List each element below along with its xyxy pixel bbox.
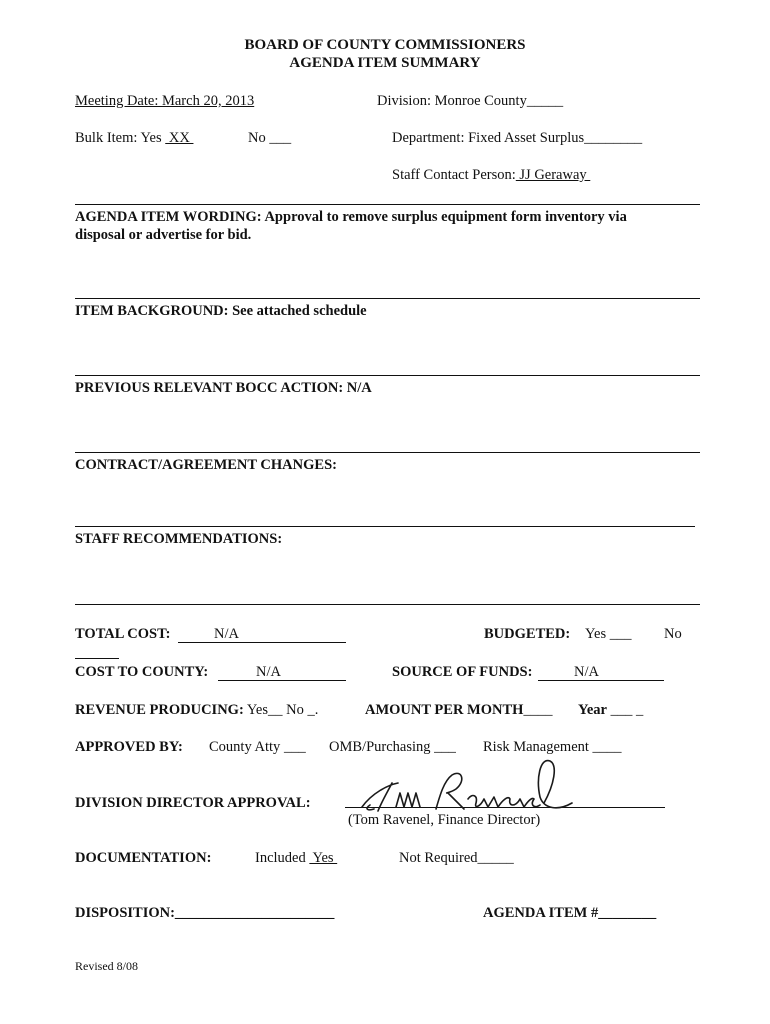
division-blank: _____ bbox=[526, 93, 564, 109]
approved-risk-management bbox=[483, 739, 622, 756]
agenda-item-wording-line2: disposal or advertise for bid. bbox=[75, 227, 252, 243]
county-atty-blank: ___ bbox=[283, 739, 306, 755]
source-of-funds-value: N/A bbox=[574, 664, 599, 680]
source-of-funds-line bbox=[538, 664, 664, 681]
item-background: ITEM BACKGROUND: See attached schedule bbox=[75, 303, 367, 319]
bulk-item-field bbox=[75, 130, 193, 147]
county-atty-label: County Atty bbox=[209, 739, 281, 755]
bulk-item-label: Bulk Item: Yes bbox=[75, 130, 162, 146]
approved-county-atty bbox=[209, 739, 306, 756]
cost-to-county-value: N/A bbox=[256, 664, 281, 680]
risk-management-blank: ____ bbox=[592, 739, 622, 755]
amount-per-month-label: AMOUNT PER MONTH bbox=[365, 702, 524, 718]
bulk-item-no bbox=[248, 130, 291, 147]
budgeted-yes-blank: ___ bbox=[609, 626, 632, 642]
contract-agreement-changes: CONTRACT/AGREEMENT CHANGES: bbox=[75, 457, 337, 473]
revenue-producing-label: REVENUE PRODUCING: bbox=[75, 702, 244, 718]
previous-relevant-action: PREVIOUS RELEVANT BOCC ACTION: N/A bbox=[75, 380, 372, 396]
divider bbox=[75, 658, 119, 659]
agenda-item-number-label: AGENDA ITEM # bbox=[483, 905, 599, 921]
year-blank: ___ _ bbox=[610, 702, 644, 718]
revenue-producing-field bbox=[75, 702, 318, 719]
risk-management-label: Risk Management bbox=[483, 739, 589, 755]
disposition-blank: ______________________ bbox=[174, 905, 335, 921]
approved-omb bbox=[329, 739, 456, 756]
not-required-label: Not Required bbox=[399, 850, 478, 866]
staff-contact-label: Staff Contact Person: bbox=[392, 167, 516, 183]
total-cost-line bbox=[178, 626, 346, 643]
staff-contact-value: JJ Geraway bbox=[515, 167, 591, 183]
divider bbox=[75, 452, 700, 453]
division-director-approval-label: DIVISION DIRECTOR APPROVAL: bbox=[75, 795, 311, 811]
disposition-label: DISPOSITION: bbox=[75, 905, 175, 921]
meeting-date: Meeting Date: March 20, 2013 bbox=[75, 93, 255, 109]
staff-contact-field bbox=[392, 167, 590, 184]
revenue-no-label: No bbox=[286, 702, 304, 718]
year-field bbox=[578, 702, 643, 719]
divider bbox=[75, 604, 700, 605]
source-of-funds-label: SOURCE OF FUNDS: bbox=[392, 664, 533, 680]
documentation-not-required bbox=[399, 850, 514, 867]
documentation-included bbox=[255, 850, 337, 867]
bulk-item-yes-value: XX bbox=[165, 130, 194, 146]
documentation-label: DOCUMENTATION: bbox=[75, 850, 212, 866]
revenue-yes-blank: __ bbox=[267, 702, 283, 718]
department-blank: ________ bbox=[584, 130, 643, 146]
disposition-field bbox=[75, 905, 334, 922]
not-required-blank: _____ bbox=[477, 850, 514, 866]
department-label: Department: Fixed Asset Surplus bbox=[392, 130, 585, 146]
revenue-yes-label: Yes bbox=[246, 702, 268, 718]
staff-recommendations: STAFF RECOMMENDATIONS: bbox=[75, 531, 283, 547]
divider bbox=[75, 298, 700, 299]
bulk-item-no-blank: ___ bbox=[269, 130, 292, 146]
header-title: BOARD OF COUNTY COMMISSIONERS bbox=[244, 37, 526, 53]
signature-image bbox=[358, 755, 578, 817]
divider bbox=[75, 204, 700, 205]
omb-label: OMB/Purchasing bbox=[329, 739, 431, 755]
budgeted-label: BUDGETED: bbox=[484, 626, 571, 642]
divider bbox=[75, 526, 695, 527]
documentation-included-label: Included bbox=[255, 850, 306, 866]
budgeted-yes-label: Yes bbox=[585, 626, 607, 642]
division-director-name: (Tom Ravenel, Finance Director) bbox=[348, 812, 541, 828]
revised-note: Revised 8/08 bbox=[75, 959, 138, 973]
omb-blank: ___ bbox=[434, 739, 456, 755]
revenue-no-blank: _. bbox=[307, 702, 319, 718]
budgeted-no: No bbox=[664, 626, 682, 642]
budgeted-yes bbox=[585, 626, 631, 643]
cost-to-county-line bbox=[218, 664, 346, 681]
agenda-item-number-blank: ________ bbox=[598, 905, 657, 921]
divider bbox=[75, 375, 700, 376]
division-label: Division: Monroe County bbox=[377, 93, 527, 109]
agenda-item-wording-line1: AGENDA ITEM WORDING: Approval to remove surplus equipment form inventory via bbox=[75, 209, 627, 225]
division-field bbox=[377, 93, 563, 110]
header-subtitle: AGENDA ITEM SUMMARY bbox=[289, 55, 481, 71]
department-field bbox=[392, 130, 642, 147]
documentation-included-value: Yes bbox=[309, 850, 338, 866]
cost-to-county-label: COST TO COUNTY: bbox=[75, 664, 209, 680]
total-cost-value: N/A bbox=[214, 626, 239, 642]
bulk-item-no-label: No bbox=[248, 130, 266, 146]
approved-by-label: APPROVED BY: bbox=[75, 739, 183, 755]
total-cost-label: TOTAL COST: bbox=[75, 626, 171, 642]
amount-per-month-blank: ____ bbox=[523, 702, 553, 718]
amount-per-month bbox=[365, 702, 552, 719]
agenda-item-number bbox=[483, 905, 656, 922]
year-label: Year bbox=[578, 702, 607, 718]
